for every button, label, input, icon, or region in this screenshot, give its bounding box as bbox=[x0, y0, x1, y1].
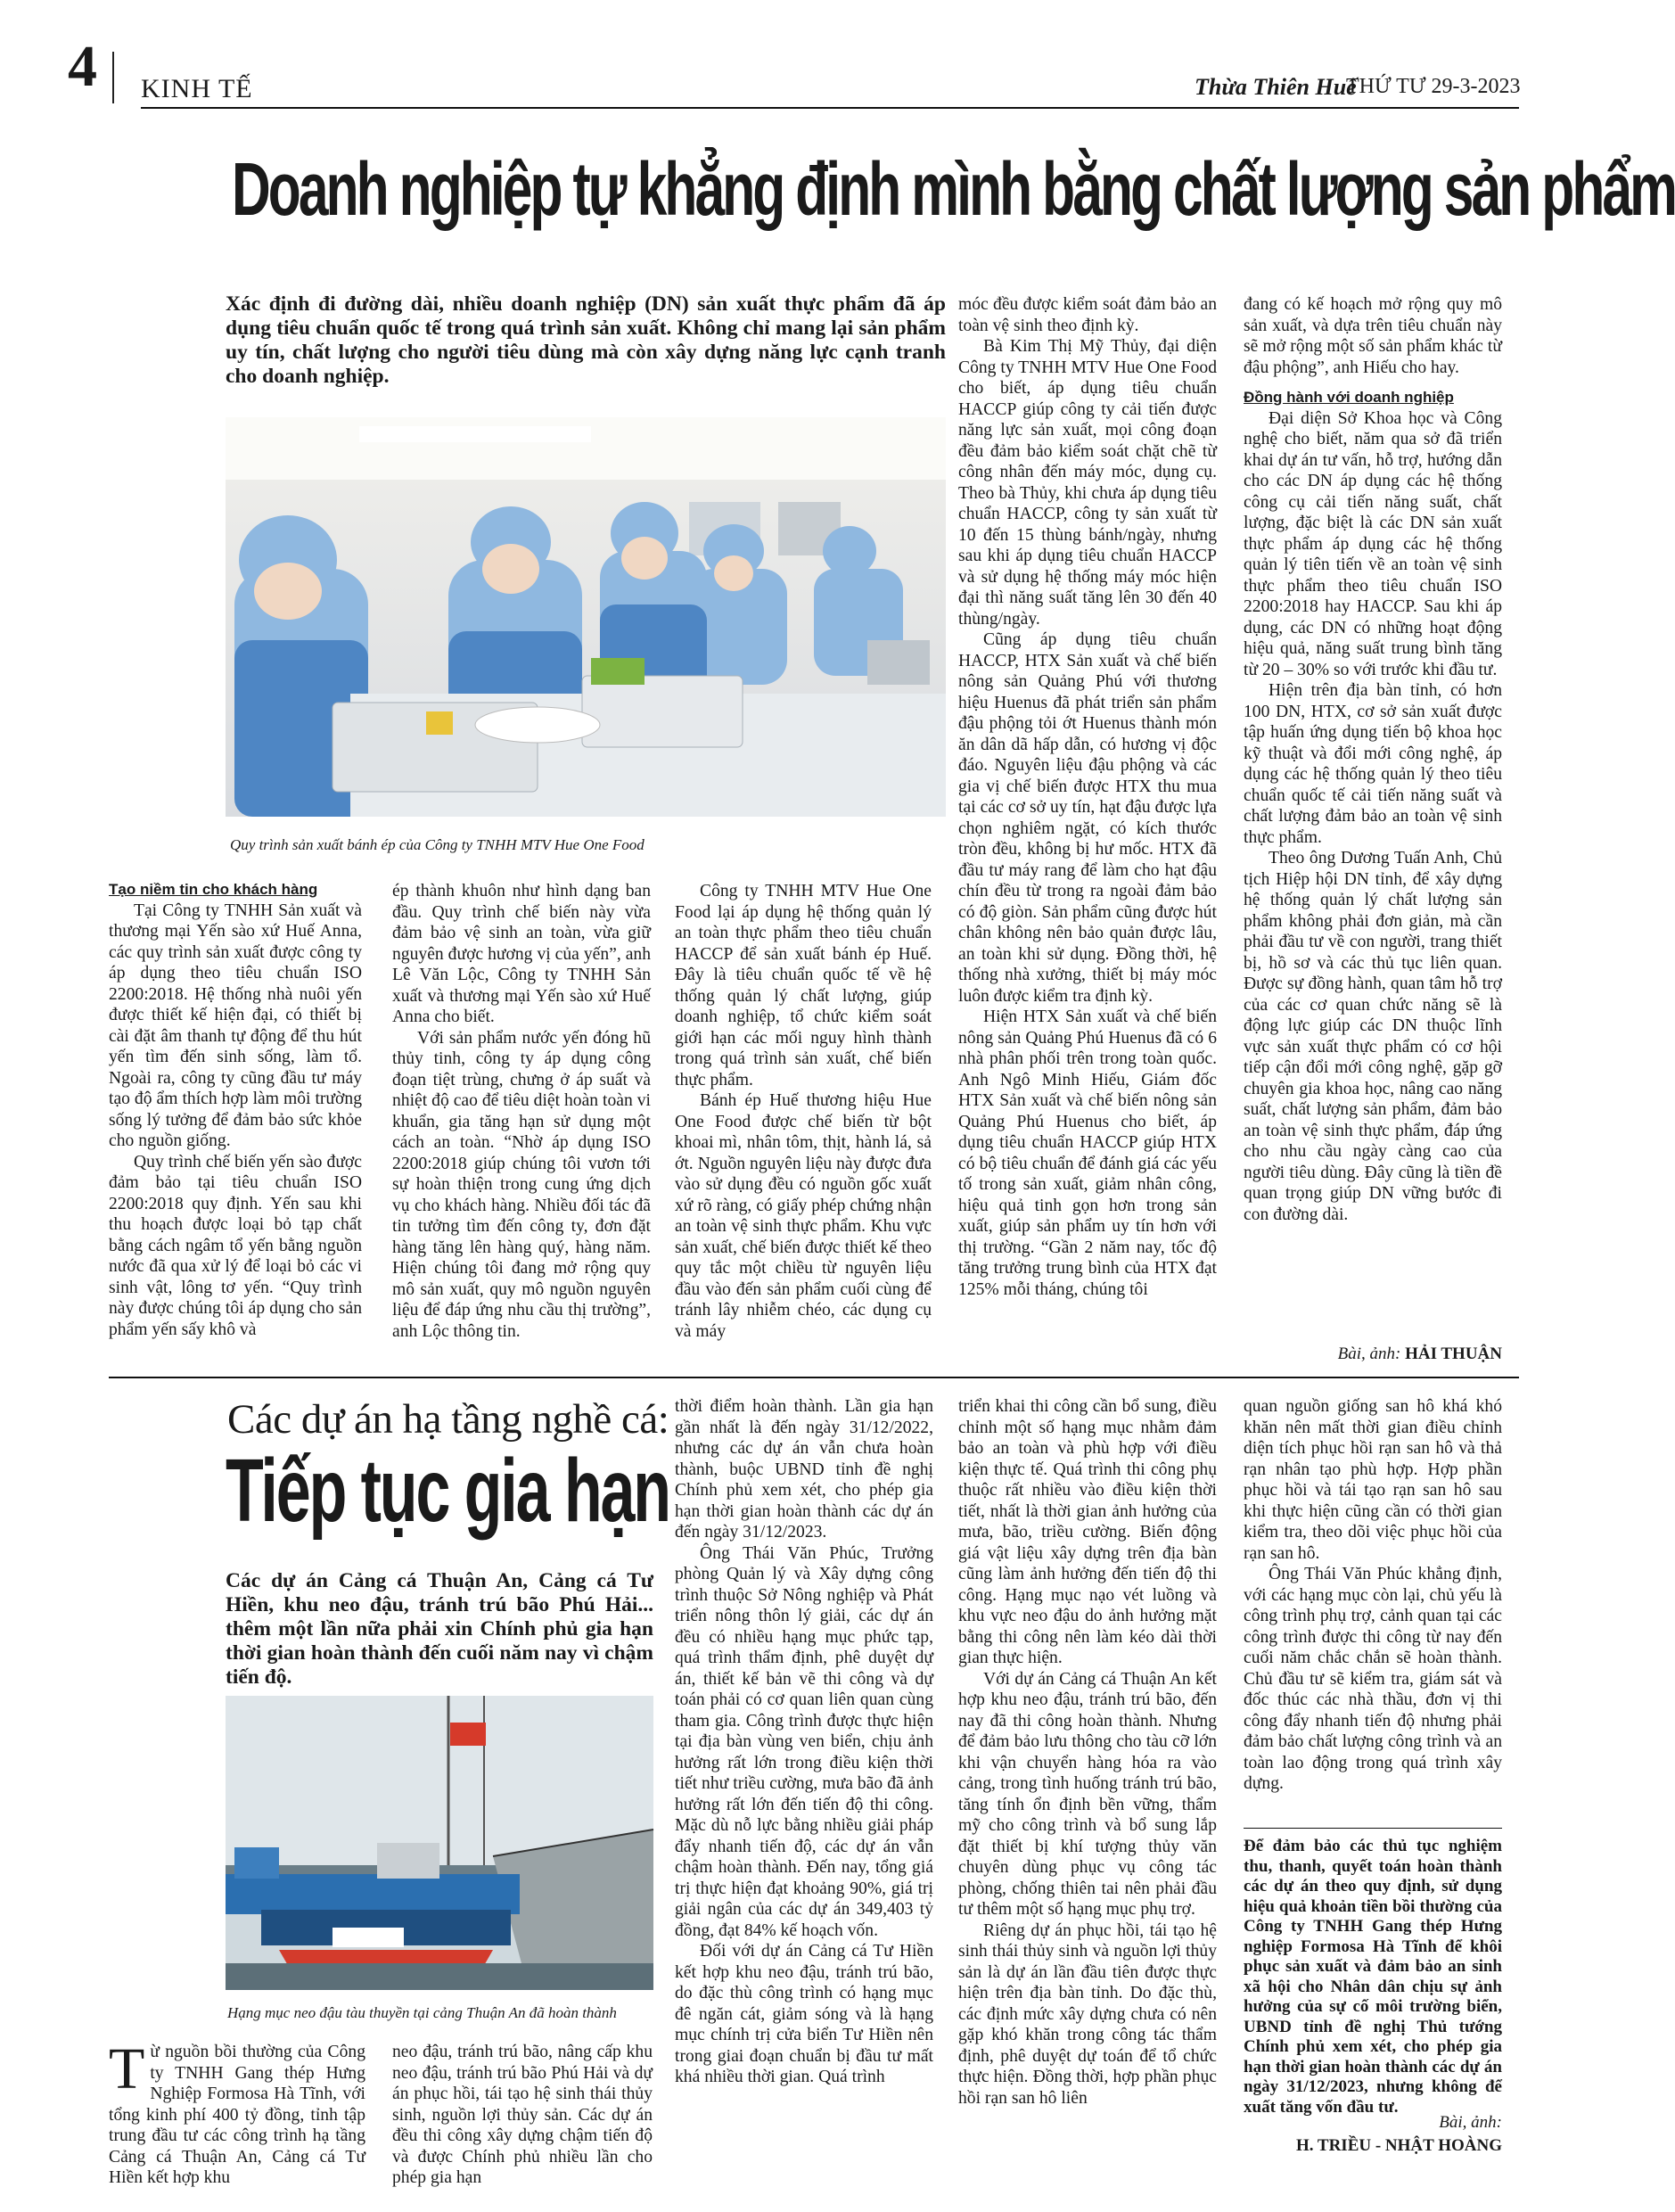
paragraph: Với sản phẩm nước yến đóng hũ thủy tinh, công ty áp dụng công đoạn tiệt trùng, chưng ở áp suất và nhiệt độ cao để tiêu diệt hoàn toàn vi khuẩn, gia tăng hạn sử dụng một cách an toàn. “Nhờ áp dụng ISO 2200:2018 giúp chúng tôi vươn tới sự hoàn thiện trong cung ứng dịch vụ cho khách hàng. Nhiều đối tác đã tin tưởng tìm đến công ty, đơn đặt hàng tăng lên hàng quý, hàng năm. Hiện chúng tôi đang mở rộng quy mô sản xuất, quy mô nguồn nguyên liệu để đáp ứng nhu cầu thị trường”, anh Lộc thông tin. bbox=[392, 1028, 651, 1341]
newspaper-name: Thừa Thiên Huế bbox=[1195, 74, 1357, 100]
paragraph: Quy trình chế biến yến sào được đảm bảo tại tiêu chuẩn ISO 2200:2018 quy định. Yến sau khi thu hoạch được loại bỏ tạp chất bằng cách ngâm tổ yến bằng nguồn nước đã qua xử lý để loại bỏ các vi sinh vật, lông tơ yến. “Quy trình này được chúng tôi áp dụng cho sản phẩm yến sấy khô và bbox=[109, 1152, 362, 1339]
article1-subhead-1: Tạo niềm tin cho khách hàng bbox=[109, 881, 318, 898]
article2-sapo: Các dự án Cảng cá Thuận An, Cảng cá Tư Hiền, khu neo đậu, tránh trú bão Phú Hải... thêm một lần nữa phải xin Chính phủ gia hạn thời gian hoàn thành đến cuối năm nay vì chậm tiến độ. bbox=[226, 1569, 653, 1689]
paragraph: Với dự án Cảng cá Thuận An kết hợp khu neo đậu, tránh trú bão, đến nay đã thi công hoàn thành. Nhưng để đảm bảo lưu thông cho tàu cỡ lớn khi vận chuyển hàng hóa ra vào cảng, trong tình huống tránh trú bão, tăng tính ổn định bền vững, thẩm mỹ cho công trình và bổ sung lắp đặt thiết bị khí tượng thủy văn chuyên dùng phục vụ công tác phòng, chống thiên tai nên phải đầu tư thêm một số hạng mục phụ trợ. bbox=[958, 1669, 1217, 1919]
paragraph: đang có kế hoạch mở rộng quy mô sản xuất, và dựa trên tiêu chuẩn này sẽ mở rộng một số sản phẩm khác từ đậu phộng”, anh Hiếu cho hay. bbox=[1244, 295, 1502, 377]
byline-label: Bài, ảnh: bbox=[1337, 1344, 1401, 1363]
paragraph: Đại diện Sở Khoa học và Công nghệ cho biết, năm qua sở đã triển khai dự án tư vấn, hỗ trợ, hướng dẫn cho các DN áp dụng các hệ thống công cụ cải tiến năng suất, chất lượng, đặc biệt là các DN sản xuất thực phẩm áp dụng các hệ thống quản lý tiên tiến về an toàn vệ sinh thực phẩm theo tiêu chuẩn ISO 2200:2018 hay HACCP. Sau khi áp dụng, các DN có những hoạt động hiệu quả, năng suất trung bình tăng từ 20 – 30% so với trước khi đầu tư. bbox=[1244, 408, 1502, 679]
article1-sapo: Xác định đi đường dài, nhiều doanh nghiệp (DN) sản xuất thực phẩm đã áp dụng tiêu chuẩn quốc tế trong quá trình sản xuất. Không chỉ mang lại sản phẩm uy tín, chất lượng cho người tiêu dùng mà còn xây dựng năng lực cạnh tranh cho doanh nghiệp. bbox=[226, 292, 946, 388]
article1-subhead-2: Đồng hành với doanh nghiệp bbox=[1244, 389, 1454, 406]
article1-title: Doanh nghiệp tự khẳng định mình bằng chất lượng sản phẩm bbox=[232, 147, 1675, 231]
article2-boxed-note bbox=[1244, 1837, 1502, 2117]
paragraph: neo đậu, tránh trú bão, nâng cấp khu neo đậu, tránh trú bão Phú Hải và dự án phục hồi, tái tạo hệ sinh thái thủy sinh, nguồn lợi thủy sản. Các dự án đều thi công xây dựng chậm tiến độ và được Chính phủ nhiều lần cho phép gia hạn bbox=[392, 2043, 653, 2187]
byline-author: HẢI THUẬN bbox=[1405, 1344, 1502, 1363]
header-separator bbox=[112, 52, 114, 103]
article2-photo bbox=[226, 1696, 653, 1990]
article1-byline bbox=[1244, 1344, 1502, 1364]
article2-kicker: Các dự án hạ tầng nghề cá: bbox=[227, 1396, 669, 1443]
paragraph: Tại Công ty TNHH Sản xuất và thương mại Yến sào xứ Huế Anna, các quy trình sản xuất được công ty áp dụng theo tiêu chuẩn ISO 2200:2018. Hệ thống nhà nuôi yến được thiết kế hiện đại, có thiết bị cài đặt âm thanh tự động để thu hút yến tìm đến sinh sống, làm tổ. Ngoài ra, công ty cũng đầu tư máy tạo độ ẩm thích hợp làm môi trường sống lý tưởng để đảm bảo sức khỏe cho nguồn giống. bbox=[109, 900, 362, 1150]
article2-column-3 bbox=[675, 1396, 933, 2184]
issue-date: THỨ TƯ 29-3-2023 bbox=[1346, 75, 1521, 98]
paragraph: Theo ông Dương Tuấn Anh, Chủ tịch Hiệp hội DN tỉnh, để xây dựng hệ thống quản lý chất lượng sản phẩm không phải đơn giản, mà cần phải đầu tư về con người, trang thiết bị, hồ sơ và các thủ tục liên quan. Được sự đồng hành, quan tâm hỗ trợ của các cơ quan chức năng sẽ là động lực giúp các DN thuộc lĩnh vực sản xuất thực phẩm có cơ hội tiếp cận đổi mới công nghệ, gặp gỡ chuyên gia khoa học, nâng cao năng suất, chất lượng sản phẩm, đảm bảo an toàn vệ sinh thực phẩm, đáp ứng cho nhu cầu ngày càng cao của người tiêu dùng. Đây cũng là tiền đề quan trọng giúp DN vững bước đi con đường dài. bbox=[1244, 849, 1502, 1224]
article1-column-1 bbox=[109, 879, 362, 1368]
article1-column-4 bbox=[958, 294, 1217, 1368]
paragraph: Bánh ép Huế thương hiệu Hue One Food được chế biến từ bột khoai mì, nhân tôm, thịt, hành lá, sả ớt. Nguồn nguyên liệu này được đưa vào sử dụng đều có nguồn gốc xuất xứ rõ ràng, có giấy phép chứng nhận an toàn vệ sinh thực phẩm. Khu vực sản xuất, chế biến được thiết kế theo quy tắc một chiều từ nguyên liệu đầu vào đến sản phẩm cuối cùng để tránh lây nhiễm chéo, các dụng cụ và máy bbox=[675, 1091, 932, 1341]
article2-byline-author: H. TRIỀU - NHẬT HOÀNG bbox=[1295, 2136, 1502, 2155]
article2-dropcap: T bbox=[109, 2036, 145, 2101]
article1-column-3 bbox=[675, 881, 932, 1368]
paragraph: Đối với dự án Cảng cá Tư Hiền kết hợp khu neo đậu, tránh trú bão, do đặc thù công trình có hạng mục đê ngăn cát, giảm sóng và là hạng mục chính trị cửa biển Tư Hiền nên trong giai đoạn chuẩn bị đầu tư mất khá nhiều thời gian. Quá trình bbox=[675, 1942, 933, 2086]
boxed-note-text: Để đảm bảo các thủ tục nghiệm thu, thanh, quyết toán hoàn thành các dự án theo quy định, sử dụng hiệu quả khoản tiền bồi thường của Công ty TNHH Gang thép Hưng nghiệp Formosa Hà Tĩnh để khôi phục sản xuất và đảm bảo an sinh xã hội cho Nhân dân chịu sự ảnh hưởng của sự cố môi trường biển, UBND tỉnh đề nghị Thủ tướng Chính phủ xem xét, cho phép gia hạn thời gian hoàn thành các dự án ngày 31/12/2023, nhưng không để xuất tăng vốn đầu tư. bbox=[1244, 1837, 1502, 2117]
paragraph: ừ nguồn bồi thường của Công ty TNHH Gang thép Hưng Nghiệp Formosa Hà Tĩnh, với tổng kinh phí 400 tỷ đồng, tỉnh tập trung đầu tư các công trình hạ tầng Cảng cá Thuận An, Cảng cá Tư Hiền kết hợp khu bbox=[109, 2043, 365, 2187]
paragraph: ép thành khuôn như hình dạng ban đầu. Quy trình chế biến này vừa đảm bảo vệ sinh an toàn, vừa giữ nguyên được hương vị của yến”, anh Lê Văn Lộc, Công ty TNHH Sản xuất và thương mại Yến sào xứ Huế Anna cho biết. bbox=[392, 882, 651, 1026]
header-rule bbox=[141, 107, 1519, 109]
paragraph: Hiện HTX Sản xuất và chế biến nông sản Quảng Phú Huenus đã có 6 nhà phân phối trên trong toàn quốc. Anh Ngô Minh Hiếu, Giám đốc HTX Sản xuất và chế biến nông sản Quảng Phú Huenus cho biết, áp dụng tiêu chuẩn HACCP giúp HTX có bộ tiêu chuẩn để đánh giá các yếu tố trong sản xuất, giảm nhân công, hiệu quả tinh gọn hơn trong sản xuất, giúp sản phẩm uy tín hơn với thị trường. “Gần 2 năm nay, tốc độ tăng trưởng trung bình của HTX đạt 125% mỗi tháng, chúng tôi bbox=[958, 1007, 1217, 1299]
paragraph: Cũng áp dụng tiêu chuẩn HACCP, HTX Sản xuất và chế biến nông sản Quảng Phú với thương hiệu Huenus đã phát triển sản phẩm đậu phộng tỏi ớt Huenus thành món ăn dân dã hấp dẫn, có hương vị độc đáo. Nguyên liệu đậu phộng và các gia vị chế biến được HTX thu mua tại các cơ sở uy tín, hạt đậu được lựa chọn nghiêm ngặt, có kích thước tròn đều, không bị hư mốc. HTX đã đầu tư máy rang để làm cho hạt đậu chín đều từ trong ra ngoài đảm bảo có độ giòn. Sản phẩm cũng được hút chân không nên bảo quản được lâu, an toàn khi sử dụng. Đồng thời, hệ thống nhà xưởng, thiết bị máy móc luôn được kiểm tra định kỳ. bbox=[958, 630, 1217, 1006]
article1-photo-caption: Quy trình sản xuất bánh ép của Công ty TNHH MTV Hue One Food bbox=[230, 836, 645, 853]
article2-column-2 bbox=[392, 2042, 653, 2187]
article2-column-1 bbox=[109, 2036, 365, 2187]
paragraph: Bà Kim Thị Mỹ Thủy, đại diện Công ty TNHH MTV Hue One Food cho biết, áp dụng tiêu chuẩn HACCP giúp công ty cải tiến được năng lực sản xuất, mọi công đoạn đều đảm bảo kiểm soát chặt chẽ từ công nhân đến máy móc, dụng cụ. Theo bà Thủy, khi chưa áp dụng tiêu chuẩn HACCP, công ty sản xuất từ 10 đến 15 thùng bánh/ngày, nhưng sau khi áp dụng tiêu chuẩn HACCP và sử dụng hệ thống máy móc hiện đại thì năng suất tăng lên 30 đến 40 thùng/ngày. bbox=[958, 337, 1217, 629]
paragraph: Hiện trên địa bàn tỉnh, có hơn 100 DN, HTX, cơ sở sản xuất được tập huấn ứng dụng tiến bộ khoa học kỹ thuật và đổi mới công nghệ, áp dụng các hệ thống quản lý theo tiêu chuẩn quốc tế cải tiến năng suất và chất lượng đảm bảo an toàn vệ sinh thực phẩm. bbox=[1244, 681, 1502, 847]
page-number: 4 bbox=[68, 34, 97, 99]
paragraph: triển khai thi công cần bổ sung, điều chỉnh một số hạng mục nhằm đảm bảo an toàn và phù hợp với điều kiện thực tế. Quá trình thi công phụ thuộc rất nhiều vào điều kiện thời tiết, nhất là thời gian ảnh hưởng của mưa, bão, triều cường. Biến động giá vật liệu xây dựng trên địa bàn cũng làm ảnh hưởng đến tiến độ thi công. Hạng mục nạo vét luồng và khu vực neo đậu do ảnh hưởng mặt bằng thi công nên làm kéo dài thời gian thực hiện. bbox=[958, 1397, 1217, 1667]
paragraph: móc đều được kiểm soát đảm bảo an toàn vệ sinh theo định kỳ. bbox=[958, 295, 1217, 335]
article1-column-2 bbox=[392, 881, 651, 1368]
article2-column-5 bbox=[1244, 1396, 1502, 1824]
article1-photo bbox=[226, 417, 946, 817]
article-divider bbox=[109, 1377, 1519, 1378]
paragraph: Công ty TNHH MTV Hue One Food lại áp dụng hệ thống quản lý an toàn thực phẩm theo tiêu chuẩn HACCP để sản xuất bánh ép Huế. Đây là tiêu chuẩn quốc tế về hệ thống quản lý chất lượng, giúp doanh nghiệp, tổ chức kiểm soát giới hạn các mối nguy hình thành trong quá trình sản xuất, chế biến thực phẩm. bbox=[675, 882, 932, 1090]
article2-title: Tiếp tục gia hạn bbox=[226, 1441, 669, 1541]
paragraph: thời điểm hoàn thành. Lần gia hạn gần nhất là đến ngày 31/12/2022, nhưng các dự án vẫn chưa hoàn thành, buộc UBND tỉnh đề nghị Chính phủ xem xét, cho phép gia hạn thời gian hoàn thành các dự án đến ngày 31/12/2023. bbox=[675, 1397, 933, 1542]
section-title: KINH TẾ bbox=[141, 74, 253, 103]
article2-photo-caption: Hạng mục neo đậu tàu thuyền tại cảng Thuận An đã hoàn thành bbox=[227, 2004, 617, 2021]
article2-column-4 bbox=[958, 1396, 1217, 2184]
paragraph: quan nguồn giống san hô khá khó khăn nên mất thời gian điều chỉnh diện tích phục hồi rạn san hô và thả rạn nhân tạo phù hợp. Hợp phần phục hồi và tái tạo rạn san hô sau khi thực hiện cũng cần có thời gian kiểm tra, theo dõi việc phục hồi của rạn san hô. bbox=[1244, 1397, 1502, 1563]
paragraph: Riêng dự án phục hồi, tái tạo hệ sinh thái thủy sinh và nguồn lợi thủy sản là dự án lần đầu tiên được thực hiện trên địa bàn tỉnh. Do đặc thù, các định mức xây dựng chưa có nên gặp khó khăn trong công tác thẩm định, phê duyệt dự toán để tổ chức thực hiện. Đồng thời, hợp phần phục hồi rạn san hô liên bbox=[958, 1920, 1217, 2108]
paragraph: Ông Thái Văn Phúc, Trưởng phòng Quản lý và Xây dựng công trình thuộc Sở Nông nghiệp và Phát triển nông thôn lý giải, các dự án đều có nhiều hạng mục phức tạp, quá trình thẩm định, phê duyệt dự án, thiết kế bản vẽ thi công và dự toán phải có cơ quan liên quan cùng tham gia. Công trình được thực hiện tại địa bàn vùng ven biển, chịu ảnh hưởng rất lớn trong điều kiện thời tiết như triều cường, mưa bão đã ảnh hưởng rất lớn đến tiến độ thi công. Mặc dù nỗ lực bằng nhiều giải pháp đẩy nhanh tiến độ, các dự án vẫn chậm hoàn thành. Đến nay, tổng giá trị thực hiện đạt khoảng 90%, giá trị giải ngân của các dự án 349,403 tỷ đồng, đạt 84% kế hoạch vốn. bbox=[675, 1543, 933, 1940]
article1-column-5 bbox=[1244, 294, 1502, 1346]
article2-byline-label: Bài, ảnh: bbox=[1439, 2113, 1502, 2132]
note-rule bbox=[1244, 1828, 1502, 1829]
paragraph: Ông Thái Văn Phúc khẳng định, với các hạng mục còn lại, chủ yếu là công trình phụ trợ, cảnh quan tại các công trình được thi công từ nay đến cuối năm chắc chắn sẽ hoàn thành. Chủ đầu tư sẽ kiểm tra, giám sát và đốc thúc các nhà thầu, đơn vị thi công đẩy nhanh tiến độ nhưng phải đảm bảo chất lượng công trình và an toàn lao động trong quá trình xây dựng. bbox=[1244, 1565, 1502, 1793]
